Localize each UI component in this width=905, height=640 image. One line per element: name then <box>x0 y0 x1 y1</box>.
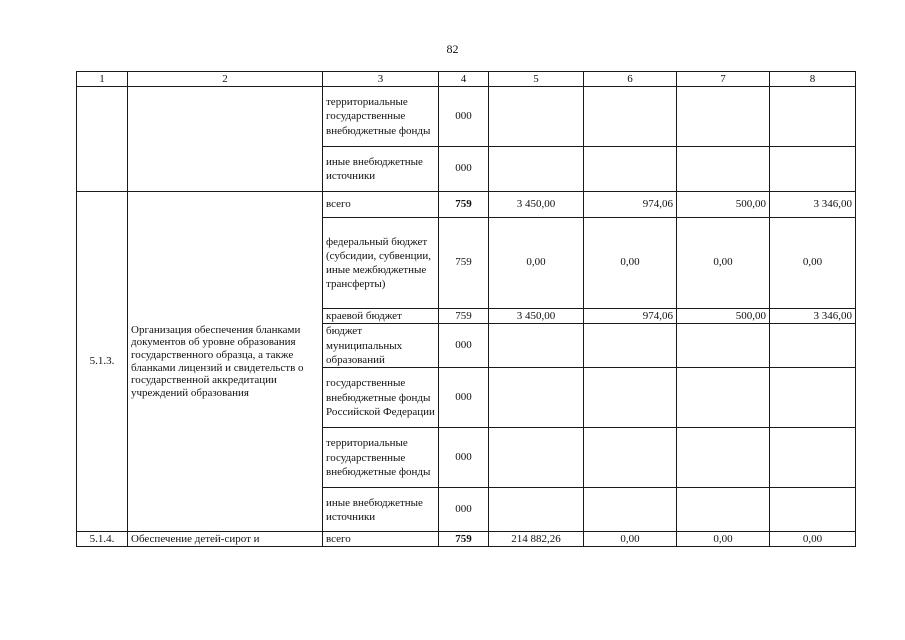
value-cell <box>677 324 770 368</box>
value-cell: 3 450,00 <box>489 309 584 324</box>
code-cell: 000 <box>439 324 489 368</box>
item-name-cell <box>128 87 323 192</box>
value-cell <box>489 488 584 532</box>
code-cell: 759 <box>439 532 489 547</box>
item-number: 5.1.3. <box>77 192 128 532</box>
value-cell: 500,00 <box>677 309 770 324</box>
column-header: 4 <box>439 72 489 87</box>
budget-table <box>76 71 856 547</box>
value-cell: 3 346,00 <box>770 192 856 218</box>
funding-source: иные внебюджетные источники <box>323 488 439 532</box>
value-cell <box>770 324 856 368</box>
table-row <box>77 532 856 547</box>
value-cell <box>584 488 677 532</box>
value-cell <box>770 87 856 147</box>
code-cell: 759 <box>439 218 489 309</box>
value-cell <box>489 324 584 368</box>
value-cell: 0,00 <box>584 532 677 547</box>
column-header: 2 <box>128 72 323 87</box>
value-cell <box>770 428 856 488</box>
value-cell <box>489 87 584 147</box>
value-cell <box>677 368 770 428</box>
funding-source: территориальные государственные внебюджетные фонды <box>323 87 439 147</box>
value-cell: 0,00 <box>677 532 770 547</box>
value-cell: 0,00 <box>677 218 770 309</box>
code-cell: 000 <box>439 368 489 428</box>
code-cell: 000 <box>439 488 489 532</box>
item-number: 5.1.4. <box>77 532 128 547</box>
funding-source: иные внебюджетные источники <box>323 147 439 192</box>
value-cell: 500,00 <box>677 192 770 218</box>
value-cell: 214 882,26 <box>489 532 584 547</box>
value-cell: 0,00 <box>584 218 677 309</box>
value-cell <box>677 147 770 192</box>
value-cell <box>677 87 770 147</box>
funding-source: федеральный бюджет (субсидии, субвенции, иные межбюджетные трансферты) <box>323 218 439 309</box>
value-cell: 3 346,00 <box>770 309 856 324</box>
value-cell <box>677 488 770 532</box>
code-cell: 759 <box>439 309 489 324</box>
value-cell <box>489 428 584 488</box>
column-header: 1 <box>77 72 128 87</box>
column-header: 5 <box>489 72 584 87</box>
funding-source: всего <box>323 532 439 547</box>
value-cell <box>770 488 856 532</box>
value-cell <box>584 368 677 428</box>
value-cell: 974,06 <box>584 309 677 324</box>
column-header: 3 <box>323 72 439 87</box>
item-number-cell <box>77 87 128 192</box>
value-cell <box>584 147 677 192</box>
code-cell: 000 <box>439 87 489 147</box>
value-cell <box>770 147 856 192</box>
value-cell: 974,06 <box>584 192 677 218</box>
table-row <box>77 192 856 218</box>
column-header: 6 <box>584 72 677 87</box>
code-cell: 759 <box>439 192 489 218</box>
item-name: Организация обеспечения бланками документов об уровне образования государственного образца, а также бланками лицензий и свидетельств о государственной аккредитации учреждений образования <box>128 192 323 532</box>
value-cell <box>677 428 770 488</box>
value-cell <box>584 324 677 368</box>
funding-source: государственные внебюджетные фонды Российской Федерации <box>323 368 439 428</box>
code-cell: 000 <box>439 147 489 192</box>
value-cell: 3 450,00 <box>489 192 584 218</box>
value-cell <box>584 428 677 488</box>
item-name: Обеспечение детей-сирот и <box>128 532 323 547</box>
value-cell <box>770 368 856 428</box>
code-cell: 000 <box>439 428 489 488</box>
column-header-row <box>77 72 856 87</box>
funding-source: бюджет муниципальных образований <box>323 324 439 368</box>
column-header: 7 <box>677 72 770 87</box>
page-number: 82 <box>446 42 459 56</box>
value-cell: 0,00 <box>770 218 856 309</box>
column-header: 8 <box>770 72 856 87</box>
funding-source: территориальные государственные внебюджетные фонды <box>323 428 439 488</box>
table-row <box>77 87 856 147</box>
funding-source: краевой бюджет <box>323 309 439 324</box>
value-cell: 0,00 <box>770 532 856 547</box>
funding-source: всего <box>323 192 439 218</box>
value-cell <box>489 368 584 428</box>
value-cell <box>489 147 584 192</box>
value-cell <box>584 87 677 147</box>
value-cell: 0,00 <box>489 218 584 309</box>
